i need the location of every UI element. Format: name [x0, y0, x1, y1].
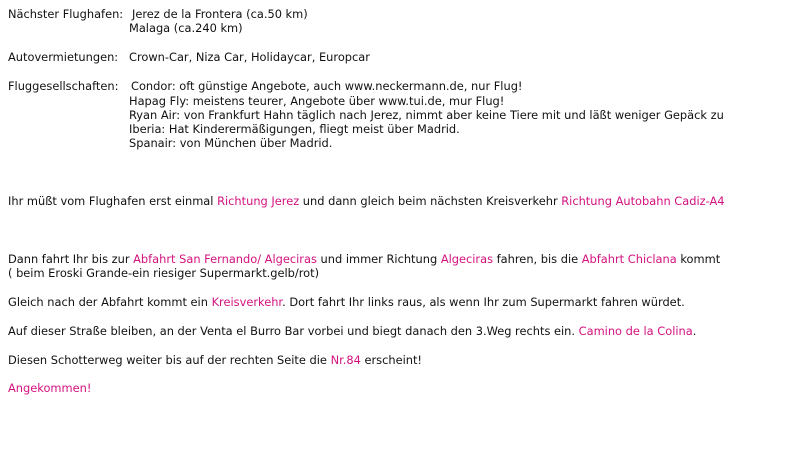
airline-spanair: Spanair: von München über Madrid.: [129, 136, 333, 150]
airport-jerez: Jerez de la Frontera (ca.50 km): [132, 7, 308, 21]
link-camino-de-la-colina[interactable]: Camino de la Colina: [578, 324, 693, 338]
directions-paragraph-4: [8, 324, 696, 338]
link-abfahrt-san-fernando[interactable]: Abfahrt San Fernando/ Algeciras: [133, 252, 317, 266]
airline-condor: Condor: oft günstige Angebote, auch www.neckermann.de, nur Flug!: [131, 79, 523, 93]
airport-label: Nächster Flughafen:: [8, 7, 124, 21]
p2-text-e: fahren, bis die: [493, 252, 582, 266]
airline-iberia: Iberia: Hat Kinderermäßigungen, fliegt meist über Madrid.: [129, 122, 460, 136]
directions-paragraph-5: [8, 353, 422, 367]
airline-hapag: Hapag Fly: meistens teurer, Angebote über www.tui.de, mur Flug!: [129, 94, 505, 108]
p3-text-a: Gleich nach der Abfahrt kommt ein: [8, 295, 212, 309]
link-abfahrt-chiclana[interactable]: Abfahrt Chiclana: [581, 252, 677, 266]
p1-text-a: Ihr müßt vom Flughafen erst einmal: [8, 194, 218, 208]
airlines-label: Fluggesellschaften:: [8, 79, 119, 93]
p4-text-c: .: [692, 324, 697, 338]
link-richtung-jerez[interactable]: Richtung Jerez: [217, 194, 300, 208]
rental-value: Crown-Car, Niza Car, Holidaycar, Europcar: [129, 50, 370, 64]
link-kreisverkehr[interactable]: Kreisverkehr: [211, 295, 283, 309]
link-algeciras[interactable]: Algeciras: [440, 252, 494, 266]
p2-text-c: und immer Richtung: [316, 252, 441, 266]
p2-text-g: kommt: [676, 252, 721, 266]
directions-paragraph-3: [8, 295, 685, 309]
p3-text-c: . Dort fahrt Ihr links raus, als wenn Ihr zum Supermarkt fahren würdet.: [282, 295, 685, 309]
arrived-text: Angekommen!: [8, 381, 92, 395]
p4-text-a: Auf dieser Straße bleiben, an der Venta el Burro Bar vorbei und biegt danach den 3.Weg rechts ein.: [8, 324, 579, 338]
airport-malaga: Malaga (ca.240 km): [129, 21, 243, 35]
directions-paragraph-2-line-2: ( beim Eroski Grande-ein riesiger Supermarkt.gelb/rot): [8, 266, 320, 280]
p2-text-a: Dann fahrt Ihr bis zur: [8, 252, 134, 266]
rental-label: Autovermietungen:: [8, 50, 119, 64]
link-richtung-autobahn[interactable]: Richtung Autobahn Cadiz-A4: [561, 194, 725, 208]
p5-text-a: Diesen Schotterweg weiter bis auf der rechten Seite die: [8, 353, 331, 367]
directions-paragraph-1: [8, 194, 725, 208]
p5-text-c: erscheint!: [360, 353, 422, 367]
link-nr-84[interactable]: Nr.84: [330, 353, 361, 367]
airline-ryanair: Ryan Air: von Frankfurt Hahn täglich nach Jerez, nimmt aber keine Tiere mit und läßt weniger Gepäck zu: [129, 108, 724, 122]
p1-text-c: und dann gleich beim nächsten Kreisverkehr: [299, 194, 562, 208]
directions-paragraph-2: [8, 252, 720, 266]
